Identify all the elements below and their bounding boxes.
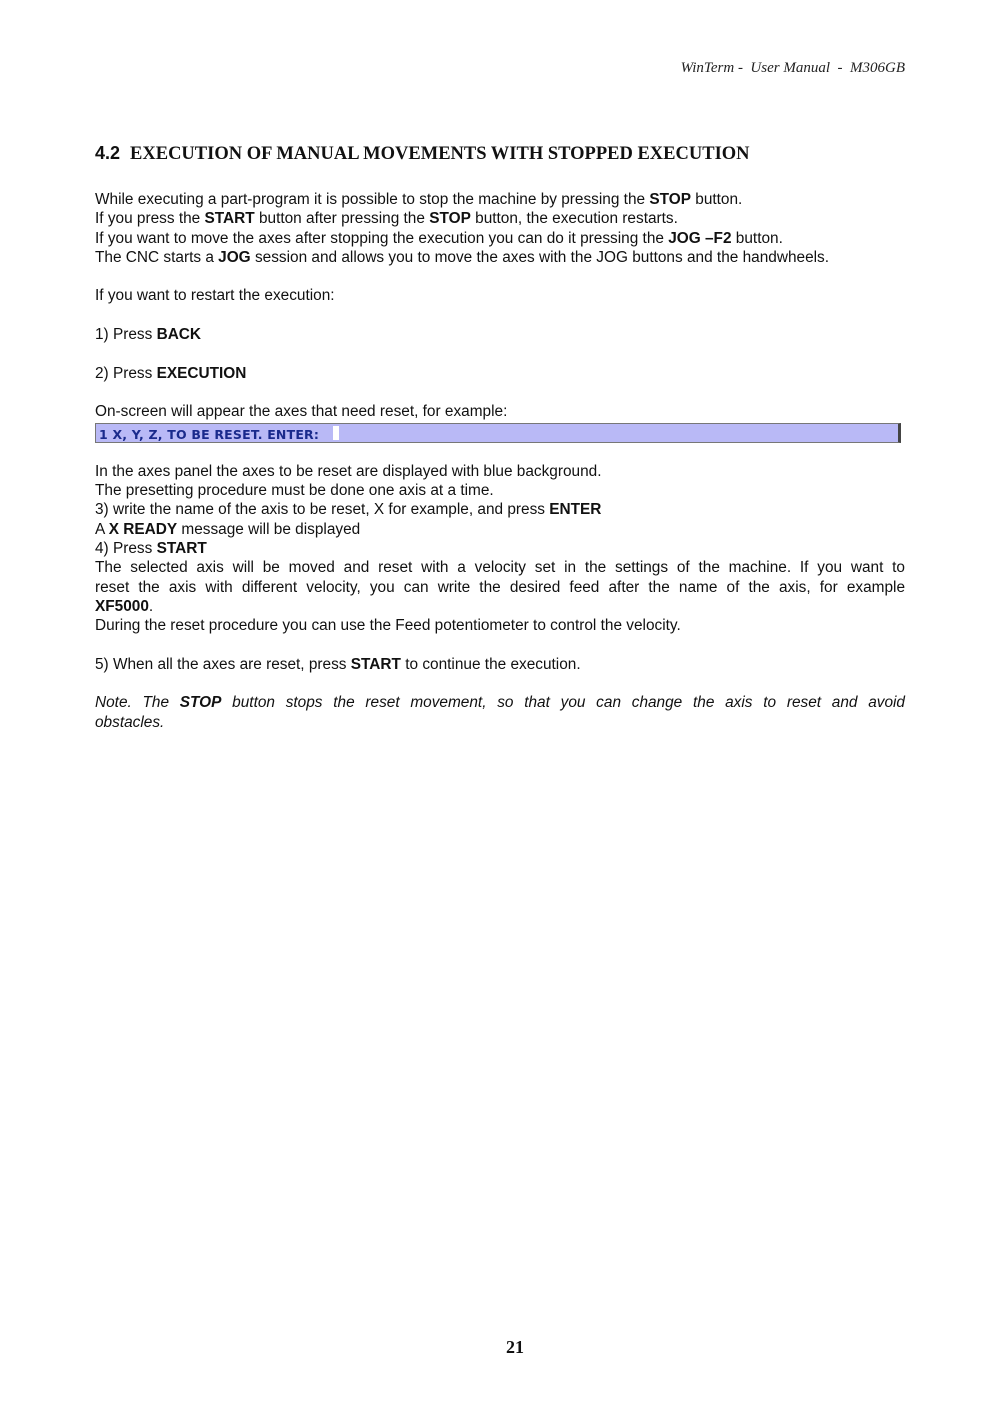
intro-line-3 — [95, 229, 905, 248]
keyword: START — [204, 210, 255, 228]
page-number: 21 — [506, 1337, 524, 1357]
text-run: A — [95, 520, 109, 538]
text-run: The CNC starts a — [95, 248, 219, 266]
text-cursor — [333, 426, 339, 440]
velocity-line-3 — [95, 597, 905, 616]
keyword: BACK — [156, 326, 202, 344]
spacer — [95, 636, 905, 655]
restart-line: If you want to restart the execution: — [95, 287, 335, 305]
intro-line-4 — [95, 248, 905, 267]
step-5 — [95, 655, 905, 674]
keyword: XF5000 — [95, 597, 149, 615]
text-run: session and allows you to move the axes with the JOG buttons and the handwheels. — [250, 248, 830, 266]
text-run: 1) Press — [95, 326, 157, 344]
text-run: 3) write the name of the axis to be reset, X for example, and press — [95, 501, 550, 519]
page-header: WinTerm - User Manual - M306GB — [680, 60, 905, 76]
keyword: STOP — [649, 191, 691, 208]
text-run: 2) Press — [95, 364, 157, 382]
keyword: X READY — [108, 520, 178, 538]
intro-line-2 — [95, 209, 905, 228]
spacer — [95, 383, 905, 402]
spacer — [95, 306, 905, 325]
note-line-2: obstacles. — [95, 713, 165, 731]
keyword: START — [156, 540, 207, 558]
reset-line-2: The presetting procedure must be done one axis at a time. — [95, 482, 494, 500]
section-title: EXECUTION OF MANUAL MOVEMENTS WITH STOPPED EXECUTION — [130, 144, 750, 164]
feed-potentiometer-line: During the reset procedure you can use the Feed potentiometer to control the velocity. — [95, 617, 681, 635]
step-2 — [95, 364, 905, 383]
section-number: 4.2 — [95, 143, 121, 163]
section-heading — [95, 143, 915, 165]
text-run: 5) When all the axes are reset, press — [95, 655, 351, 673]
text-run: to continue the execution. — [400, 655, 581, 673]
text-run: button stops the reset movement, so that you can change the axis to reset and avoid — [221, 694, 905, 712]
body-text — [95, 190, 905, 732]
note-line-1 — [95, 693, 905, 712]
text-run: If you want to move the axes after stopping the execution you can do it pressing the — [95, 229, 669, 247]
text-run: While executing a part-program it is possible to stop the machine by pressing the — [95, 191, 650, 208]
step-4 — [95, 539, 905, 558]
spacer — [95, 267, 905, 286]
text-run: . — [148, 597, 154, 615]
example-intro: On-screen will appear the axes that need reset, for example: — [95, 403, 508, 421]
text-run: Note. The — [95, 694, 180, 712]
keyword: JOG — [218, 248, 251, 266]
text-run: button, the execution restarts. — [470, 210, 678, 228]
keyword: START — [350, 655, 401, 673]
spacer — [95, 674, 905, 693]
text-run: button after pressing the — [254, 210, 430, 228]
keyword: STOP — [429, 210, 471, 228]
intro-line-1 — [95, 190, 905, 209]
ready-message-line — [95, 520, 905, 539]
velocity-line-2: reset the axis with different velocity, you can write the desired feed after the name of the axis, for example — [95, 578, 905, 596]
spacer — [95, 344, 905, 363]
keyword: STOP — [179, 694, 222, 712]
keyword: EXECUTION — [156, 364, 247, 382]
text-run: If you press the — [95, 210, 205, 228]
text-run: button. — [731, 229, 783, 247]
text-run: message will be displayed — [177, 520, 361, 538]
text-run: 4) Press — [95, 540, 157, 558]
keyword: JOG –F2 — [668, 229, 732, 247]
reset-prompt-screenshot — [95, 423, 901, 443]
spacer — [95, 443, 905, 462]
step-3 — [95, 500, 905, 519]
reset-prompt-text: 1 X, Y, Z, TO BE RESET. ENTER: — [99, 426, 320, 442]
text-run: button. — [690, 191, 743, 208]
velocity-line-1: The selected axis will be moved and reset with a velocity set in the settings of the machine. If you want to — [95, 559, 905, 577]
keyword: ENTER — [549, 501, 602, 519]
step-1 — [95, 325, 905, 344]
reset-line-1: In the axes panel the axes to be reset are displayed with blue background. — [95, 462, 602, 480]
